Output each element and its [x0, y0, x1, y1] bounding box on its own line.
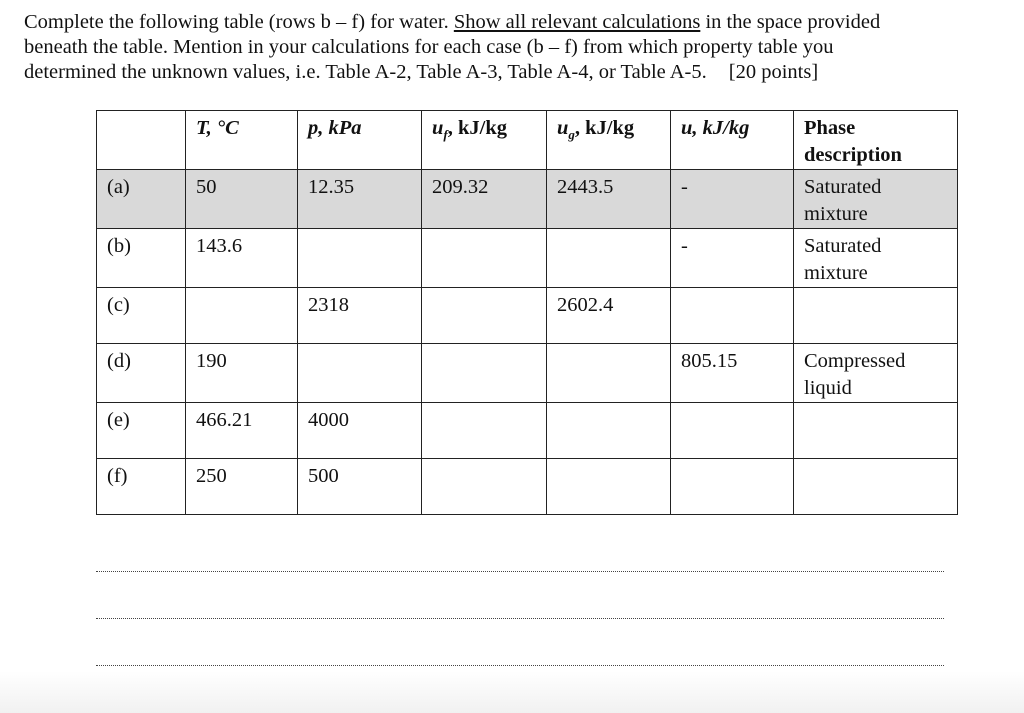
table-row [97, 403, 958, 459]
instruction-line-3 [24, 60, 1004, 85]
instruction-line-2: beneath the table. Mention in your calculations for each case (b – f) from which property table you [24, 36, 834, 58]
cell-uf[interactable] [422, 459, 547, 515]
cell-phase[interactable] [794, 288, 958, 344]
page-bottom-edge [0, 671, 1024, 713]
table-row [97, 344, 958, 403]
cell-ug[interactable] [547, 403, 671, 459]
cell-uf[interactable] [422, 288, 547, 344]
row-label: (b) [97, 229, 186, 288]
cell-u[interactable]: - [671, 170, 794, 229]
instruction-text: determined the unknown values, i.e. Table A-2, Table A-3, Table A-4, or Table A-5. [24, 61, 707, 83]
header-pressure [298, 111, 422, 170]
header-u [671, 111, 794, 170]
table-row [97, 288, 958, 344]
header-ug [547, 111, 671, 170]
header-temperature-text: T, °C [196, 117, 239, 139]
points-label: [20 points] [728, 61, 819, 83]
cell-u[interactable] [671, 288, 794, 344]
uf-subscript: f [443, 127, 448, 143]
cell-pressure[interactable]: 500 [298, 459, 422, 515]
table-header-row [97, 111, 958, 170]
cell-u[interactable] [671, 459, 794, 515]
uf-unit: , kJ/kg [447, 117, 507, 139]
ug-subscript: g [568, 127, 575, 143]
instruction-text: Complete the following table (rows b – f) for water. [24, 11, 454, 33]
uf-symbol: u [432, 117, 444, 139]
table-row [97, 459, 958, 515]
answer-line[interactable] [96, 618, 944, 619]
table-row [97, 229, 958, 288]
cell-uf[interactable] [422, 229, 547, 288]
cell-ug[interactable]: 2602.4 [547, 288, 671, 344]
instruction-text: in the space provided [700, 11, 881, 33]
cell-ug[interactable] [547, 229, 671, 288]
cell-temperature[interactable]: 466.21 [186, 403, 298, 459]
cell-pressure[interactable] [298, 229, 422, 288]
ug-unit: , kJ/kg [574, 117, 635, 139]
cell-uf[interactable] [422, 403, 547, 459]
cell-pressure[interactable] [298, 344, 422, 403]
answer-line[interactable] [96, 571, 944, 572]
question-instructions [24, 10, 1004, 85]
row-label: (a) [97, 170, 186, 229]
cell-temperature[interactable]: 50 [186, 170, 298, 229]
cell-phase[interactable]: Saturated mixture [794, 170, 958, 229]
cell-phase[interactable] [794, 459, 958, 515]
cell-uf[interactable] [422, 344, 547, 403]
ug-symbol: u [557, 117, 569, 139]
table-row [97, 170, 958, 229]
header-pressure-text: p, kPa [308, 117, 362, 139]
header-uf [422, 111, 547, 170]
cell-phase[interactable]: Compressed liquid [794, 344, 958, 403]
cell-ug[interactable] [547, 344, 671, 403]
header-row-label [97, 111, 186, 170]
cell-ug[interactable] [547, 459, 671, 515]
header-phase: Phase description [794, 111, 958, 170]
header-temperature [186, 111, 298, 170]
row-label: (e) [97, 403, 186, 459]
row-label: (f) [97, 459, 186, 515]
cell-temperature[interactable] [186, 288, 298, 344]
water-properties-table [96, 110, 958, 515]
cell-pressure[interactable]: 4000 [298, 403, 422, 459]
cell-pressure[interactable]: 2318 [298, 288, 422, 344]
cell-temperature[interactable]: 143.6 [186, 229, 298, 288]
cell-temperature[interactable]: 250 [186, 459, 298, 515]
row-label: (d) [97, 344, 186, 403]
cell-u[interactable] [671, 403, 794, 459]
cell-u[interactable]: - [671, 229, 794, 288]
answer-line[interactable] [96, 665, 944, 666]
header-u-text: u, kJ/kg [681, 117, 750, 139]
cell-ug[interactable]: 2443.5 [547, 170, 671, 229]
underlined-instruction: Show all relevant calculations [453, 11, 701, 33]
cell-uf[interactable]: 209.32 [422, 170, 547, 229]
row-label: (c) [97, 288, 186, 344]
instruction-line-1 [24, 10, 1004, 35]
cell-pressure[interactable]: 12.35 [298, 170, 422, 229]
cell-u[interactable]: 805.15 [671, 344, 794, 403]
cell-temperature[interactable]: 190 [186, 344, 298, 403]
cell-phase[interactable] [794, 403, 958, 459]
cell-phase[interactable]: Saturated mixture [794, 229, 958, 288]
